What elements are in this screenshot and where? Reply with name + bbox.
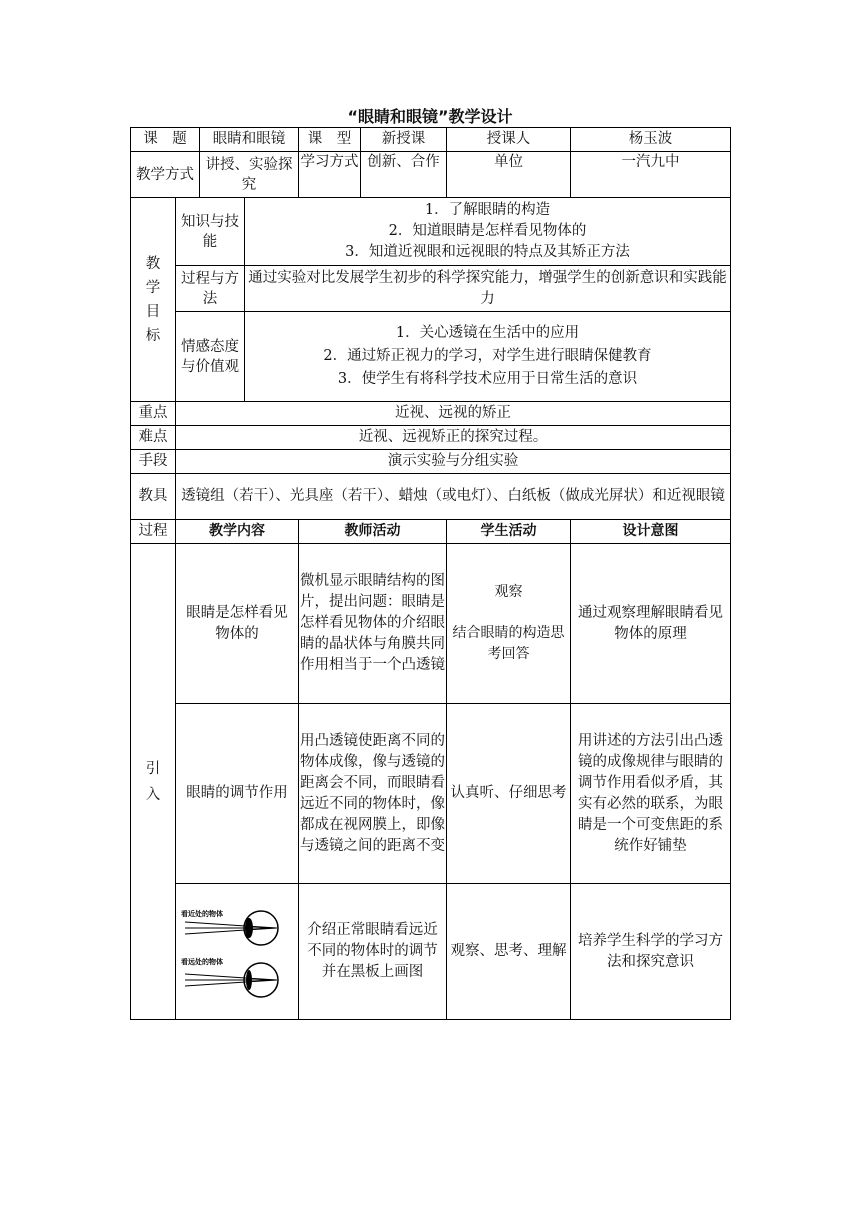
near-object-label: 看近处的物体 [181,909,223,918]
row2-content: 眼睛的调节作用 [176,704,299,884]
means-value: 演示实验与分组实验 [176,450,731,474]
unit-value: 一汽九中 [571,152,731,198]
means-label: 手段 [131,450,176,474]
knowledge-item-3: 3．知道近视眼和远视眼的特点及其矫正方法 [345,244,630,260]
emotion-item-2: 2．通过矫正视力的学习，对学生进行眼睛保健教育 [323,348,652,364]
process-label: 过程与方法 [176,266,245,312]
stage-label: 引入 [131,544,176,1020]
process-col-student: 学生活动 [447,520,571,544]
tools-value: 透镜组（若干）、光具座（若干）、蜡烛（或电灯）、白纸板（做成光屏状）和近视眼镜 [176,474,731,520]
goals-label: 教学目标 [131,198,176,402]
row2-student: 认真听、仔细思考 [447,704,571,884]
knowledge-label: 知识与技能 [176,198,245,266]
row2-intent: 用讲述的方法引出凸透镜的成像规律与眼睛的调节作用看似矛盾，其实有必然的联系，为眼睛是一个可变焦距的系统作好铺垫 [571,704,731,884]
learning-method-label: 学习方式 [299,152,361,198]
teacher-value: 杨玉波 [571,128,731,152]
emotion-items [245,312,731,402]
difficulty-label: 难点 [131,426,176,450]
keypoint-label: 重点 [131,402,176,426]
knowledge-items [245,198,731,266]
unit-label: 单位 [447,152,571,198]
far-object-label: 看远处的物体 [181,957,223,966]
knowledge-item-2: 2．知道眼睛是怎样看见物体的 [388,223,587,239]
process-col-stage: 过程 [131,520,176,544]
keypoint-value: 近视、远视的矫正 [176,402,731,426]
process-col-intent: 设计意图 [571,520,731,544]
topic-value: 眼睛和眼镜 [200,128,299,152]
row2-teacher: 用凸透镜使距离不同的物体成像，像与透镜的距离会不同，而眼睛看远近不同的物体时，像都成在视网膜上，即像与透镜之间的距离不变 [299,704,447,884]
tools-label: 教具 [131,474,176,520]
row3-intent: 培养学生科学的学习方法和探究意识 [571,884,731,1020]
emotion-label: 情感态度与价值观 [176,312,245,402]
process-text: 通过实验对比发展学生初步的科学探究能力，增强学生的创新意识和实践能力 [245,266,731,312]
emotion-item-1: 1．关心透镜在生活中的应用 [395,325,580,341]
lesson-type-value: 新授课 [361,128,447,152]
lesson-type-label: 课 型 [299,128,361,152]
row1-content: 眼睛是怎样看见物体的 [176,544,299,704]
page-title: “眼睛和眼镜”教学设计 [347,107,513,126]
learning-method-value: 创新、合作 [361,152,447,198]
knowledge-item-1: 1．了解眼睛的构造 [424,202,551,218]
teaching-method-value: 讲授、实验探究 [200,152,299,198]
row1-student: 观察 结合眼睛的构造思考回答 [447,544,571,704]
process-col-content: 教学内容 [176,520,299,544]
row3-figure [176,884,299,1020]
eye-adjustment-diagram [179,902,295,1002]
row3-student: 观察、思考、理解 [447,884,571,1020]
row1-teacher: 微机显示眼睛结构的图片，提出问题：眼睛是怎样看见物体的介绍眼睛的晶状体与角膜共同作用相当于一个凸透镜 [299,544,447,704]
process-col-teacher: 教师活动 [299,520,447,544]
row1-intent: 通过观察理解眼睛看见物体的原理 [571,544,731,704]
lesson-plan-table [130,127,731,1020]
row3-teacher: 介绍正常眼睛看远近不同的物体时的调节并在黑板上画图 [299,884,447,1020]
emotion-item-3: 3．使学生有将科学技术应用于日常生活的意识 [337,371,638,387]
teacher-label: 授课人 [447,128,571,152]
difficulty-value: 近视、远视矫正的探究过程。 [176,426,731,450]
topic-label: 课 题 [131,128,200,152]
teaching-method-label: 教学方式 [131,152,200,198]
